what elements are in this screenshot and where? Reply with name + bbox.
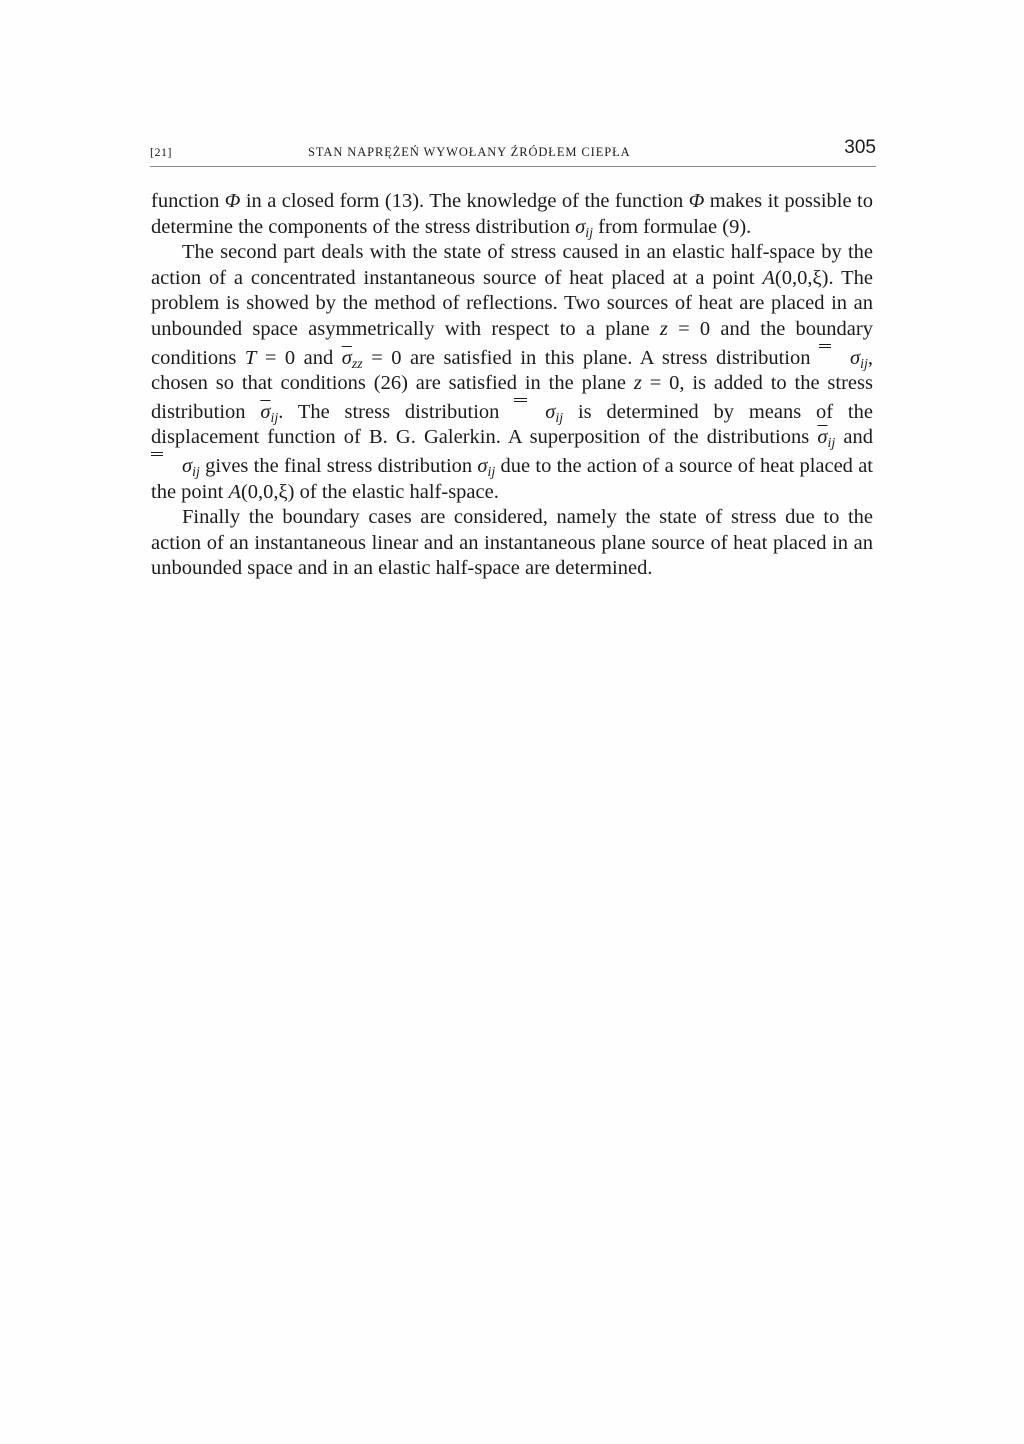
paragraph-2	[151, 240, 873, 505]
z-variable: z	[633, 372, 642, 395]
sigma-double-bar-symbol: $\sigma_{ij}$	[514, 401, 563, 423]
sigma-symbol: $\sigma_{ij}$	[575, 215, 594, 241]
p2-text-7: and	[835, 426, 873, 449]
p2-text-10: of the elastic half-space.	[294, 480, 499, 503]
phi-symbol: Φ	[688, 190, 705, 212]
p2-text-8: gives the final stress distribution	[199, 454, 478, 477]
p2-text-1: The second part deals with the state of stress caused in an elastic half-space by the action of a concentrated instantaneous source of heat placed at a point	[151, 241, 873, 289]
section-number: [21]	[150, 145, 172, 159]
p2-text-2: . The problem is showed by the method of reflections. Two sources of heat are placed in an unbounded space asymmetrically with respect to a plane	[151, 266, 873, 340]
p1-text-2: in a closed form (13). The knowledge of the function	[240, 190, 689, 212]
running-header	[150, 136, 876, 167]
p2-text-5: . The stress distribution	[278, 400, 515, 423]
p2-text-4: , chosen so that conditions (26) are satisfied in the plane	[151, 346, 873, 395]
p2-text-6: is determined by means of the displacement function of B. G. Galerkin. A superposition of the distributions	[151, 400, 873, 449]
point-coordinates: (0,0,ξ)	[774, 266, 829, 289]
sigma-bar-symbol: $\overline{\sigma}_{zz}$	[341, 346, 363, 372]
sigma-bar-symbol: $\overline{\sigma}_{ij}$	[817, 426, 836, 452]
paragraph-1	[151, 189, 873, 240]
sigma-bar-symbol: $\overline{\sigma}_{ij}$	[260, 400, 279, 426]
page-number: 305	[844, 137, 876, 158]
sigma-double-bar-symbol: $\sigma_{ij}$	[819, 347, 868, 369]
p1-text-4: from formulae (9).	[593, 215, 752, 238]
p2-text-3: = 0 are satisfied in this plane. A stress distribution	[362, 346, 819, 369]
sigma-double-bar-symbol: $\sigma_{ij}$	[151, 455, 200, 477]
p1-text-3: makes it possible to determine the components of the stress distribution	[151, 190, 873, 238]
equation-text: = 0 and the boundary conditions	[151, 317, 873, 369]
p2-text-9: due to the action of a source of heat placed at the point	[151, 454, 873, 503]
equation-text: = 0, is added to the stress distribution	[151, 372, 873, 423]
phi-symbol: Φ	[224, 190, 241, 212]
point-symbol: A	[228, 480, 241, 503]
point-coordinates: (0,0,ξ)	[240, 480, 295, 503]
equation-text: = 0 and	[256, 346, 342, 369]
z-variable: z	[659, 317, 668, 340]
p1-text-1: function	[151, 190, 225, 212]
paragraph-3: Finally the boundary cases are considered, namely the state of stress due to the action of an instantaneous linear and an instantaneous plane source of heat placed in an unbounded space and in an elastic half-space are determined.	[151, 506, 873, 580]
running-title: STAN NAPRĘŻEŃ WYWOŁANY ŹRÓDŁEM CIEPŁA	[308, 145, 631, 159]
article-body	[151, 189, 873, 582]
point-symbol: A	[762, 266, 775, 289]
sigma-symbol: $\sigma_{ij}$	[477, 454, 496, 481]
temperature-symbol: T	[244, 346, 257, 369]
